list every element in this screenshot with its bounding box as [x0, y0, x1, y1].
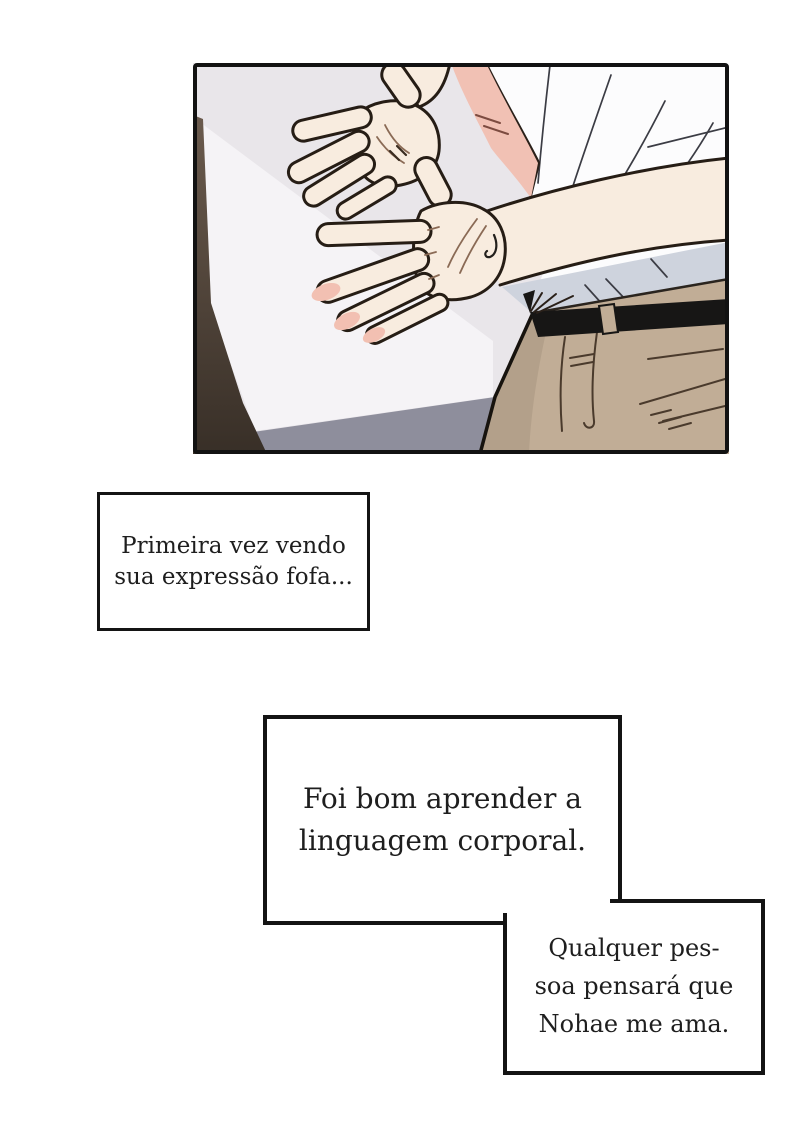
panel-illustration — [193, 63, 729, 454]
speech-text-line: Primeira vez vendo — [121, 533, 346, 560]
speech-text-line: Foi bom aprender a — [303, 782, 582, 815]
speech-text-line: Nohae me ama. — [538, 1009, 730, 1038]
speech-text-line: sua expressão fofa... — [114, 563, 353, 590]
bubble-join-patch — [503, 899, 610, 913]
comic-panel — [193, 63, 729, 454]
speech-bubble-3 — [503, 899, 765, 1075]
speech-bubble-2 — [263, 715, 622, 925]
speech-bubble-1 — [97, 492, 370, 631]
speech-text-line: linguagem corporal. — [298, 824, 587, 857]
belt-loop — [599, 304, 618, 334]
speech-text-line: soa pensará que — [534, 972, 734, 1001]
speech-text-line: Qualquer pes- — [548, 934, 720, 963]
